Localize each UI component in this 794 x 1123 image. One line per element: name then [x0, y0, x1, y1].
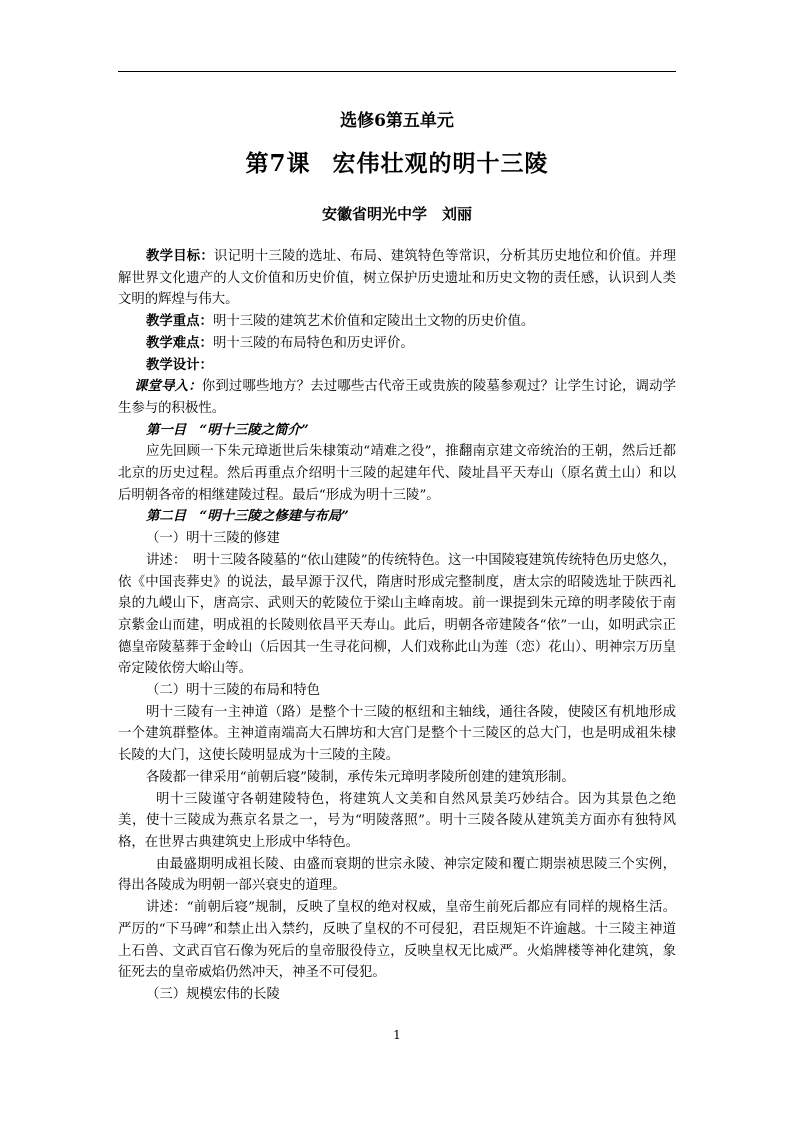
scenery-paragraph: 明十三陵谨守各朝建陵特色，将建筑人文美和自然风景美巧妙结合。因为其景色之绝美，使十三陵成为燕京名景之一，号为“明陵落照”。明十三陵各陵从建筑美方面亦有独特风格，在世界古典建筑史上形成中华特色。	[118, 791, 676, 850]
teaching-difficulty-label: 教学难点：	[146, 334, 213, 351]
section-1-text: 应先回顾一下朱元璋逝世后朱棣策动“靖难之役”，推翻南京建文帝统治的王朝，然后迁都北京的历史过程。然后再重点介绍明十三陵的起建年代、陵址昌平天寿山（原名黄土山）和以后明朝各帝的相继建陵过程。最后“形成为明十三陵”。	[118, 444, 676, 503]
page-number: 1	[393, 1028, 401, 1042]
intro-text: 你到过哪些地方？去过哪些古代帝王或贵族的陵墓参观过？让学生讨论，调动学生参与的积极性。	[118, 379, 677, 416]
subsection-1-heading: （一）明十三陵的修建	[146, 531, 280, 547]
section-2-title: 第二目 “明十三陵之修建与布局”	[146, 508, 349, 525]
teaching-goal-paragraph	[118, 246, 676, 311]
unit-heading: 选修6第五单元	[340, 111, 454, 131]
header-rule	[118, 71, 676, 72]
teaching-key-label: 教学重点：	[146, 313, 213, 330]
author-line: 安徽省明光中学 刘丽	[321, 205, 472, 223]
lesson-name: 宏伟壮观的明十三陵	[332, 150, 549, 177]
lesson-title	[0, 145, 794, 178]
section-1-title: 第一目 “明十三陵之简介”	[146, 421, 309, 438]
intro-paragraph	[118, 376, 676, 419]
example-paragraph: 由最盛期明成祖长陵、由盛而衰期的世宗永陵、神宗定陵和覆亡期崇祯思陵三个实例，得出各陵成为明朝一部兴衰史的道理。	[118, 856, 676, 894]
teaching-difficulty-text: 明十三陵的布局特色和历史评价。	[212, 335, 414, 351]
subsection-2-heading: （二）明十三陵的布局和特色	[146, 683, 321, 699]
subsection-3-heading: （三）规模宏伟的长陵	[146, 986, 280, 1002]
teaching-key-text: 明十三陵的建筑艺术价值和定陵出土文物的历史价值。	[212, 314, 535, 330]
teaching-goal-label: 教学目标：	[146, 248, 214, 264]
intro-label: 课堂导入：	[134, 378, 202, 395]
system-paragraph: 各陵都一律采用“前朝后寝”陵制，承传朱元璋明孝陵所创建的建筑形制。	[146, 769, 575, 785]
lecture-paragraph-1: 讲述： 明十三陵各陵墓的“依山建陵”的传统特色。这一中国陵寝建筑传统特色历史悠久，依《中国丧葬史》的说法，最早源于汉代，隋唐时形成完整制度，唐太宗的昭陵选址于陕西礼泉的九嵕山下，唐高宗、武则天的乾陵位于梁山主峰南坡。前一课提到朱元璋的明孝陵依于南京紫金山而建，明成祖的长陵则依昌平天寿山。此后，明朝各帝建陵各“依”一山，如明武宗正德皇帝陵墓葬于金岭山（后因其一生寻花问柳，人们戏称此山为莲（恋）花山）、明神宗万历皇帝定陵依傍大峪山等。	[118, 552, 676, 677]
teaching-key-paragraph	[118, 311, 676, 333]
teaching-difficulty-paragraph	[118, 333, 676, 355]
lecture-paragraph-2: 讲述：“前朝后寝”规制，反映了皇权的绝对权威，皇帝生前死后都应有同样的规格生活。严厉的“下马碑”和禁止出入禁约，反映了皇权的不可侵犯，君臣规矩不许逾越。十三陵主神道上石兽、文武百官石像为死后的皇帝服役侍立，反映皇权无比威严。火焰牌楼等神化建筑，象征死去的皇帝威焰仍然冲天，神圣不可侵犯。	[118, 900, 676, 981]
lesson-number: 第7课	[245, 150, 311, 177]
teaching-goal-text: 识记明十三陵的选址、布局、建筑特色等常识，分析其历史地位和价值。并理解世界文化遗产的人文价值和历史价值，树立保护历史遗址和历史文物的责任感，认识到人类文明的辉煌与伟大。	[118, 249, 677, 308]
teaching-design-label: 教学设计：	[146, 356, 213, 373]
layout-paragraph: 明十三陵有一主神道（路）是整个十三陵的枢纽和主轴线，通往各陵，使陵区有机地形成一个建筑群整体。主神道南端高大石牌坊和大宫门是整个十三陵区的总大门，也是明成祖朱棣长陵的大门，这使长陵明显成为十三陵的主陵。	[118, 704, 676, 764]
document-body	[118, 246, 676, 1006]
